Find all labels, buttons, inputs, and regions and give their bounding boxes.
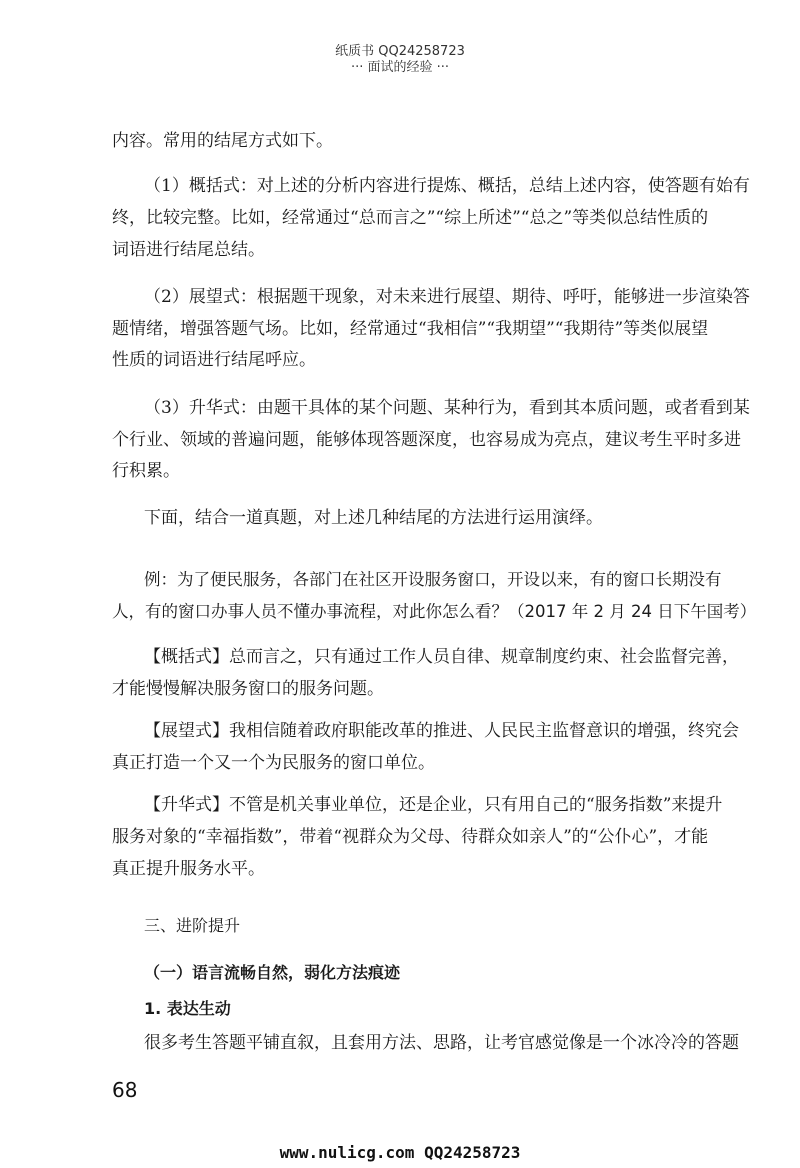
body-line: 行积累。 xyxy=(112,461,180,481)
example-line: 例：为了便民服务，各部门在社区开设服务窗口，开设以来，有的窗口长期没有 xyxy=(144,570,722,589)
body-line: （2）展望式：根据题干现象，对未来进行展望、期待、呼吁，能够进一步渲染答 xyxy=(144,287,750,307)
body-line: 很多考生答题平铺直叙，且套用方法、思路，让考官感觉像是一个冰冷冷的答题 xyxy=(144,1033,739,1053)
page-number: 68 xyxy=(112,1078,138,1102)
body-line: 个行业、领域的普遍问题，能够体现答题深度，也容易成为亮点，建议考生平时多进 xyxy=(112,430,741,450)
subsection-title: （一）语言流畅自然，弱化方法痕迹 xyxy=(144,963,401,982)
answer-line: 真正打造一个又一个为民服务的窗口单位。 xyxy=(112,753,435,773)
section-title: 三、进阶提升 xyxy=(144,916,241,935)
answer-line: 服务对象的“幸福指数”，带着“视群众为父母、待群众如亲人”的“公仆心”，才能 xyxy=(112,827,709,847)
body-line: 内容。常用的结尾方式如下。 xyxy=(112,131,333,151)
body-line: （1）概括式：对上述的分析内容进行提炼、概括，总结上述内容，使答题有始有 xyxy=(144,176,750,196)
answer-line: 【概括式】总而言之，只有通过工作人员自律、规章制度约束、社会监督完善， xyxy=(144,647,739,667)
body-line: 终，比较完整。比如，经常通过“总而言之”“综上所述”“总之”等类似总结性质的 xyxy=(112,208,709,228)
footer-text: www.nulicg.com QQ24258723 xyxy=(279,1143,521,1162)
answer-line: 【升华式】不管是机关事业单位，还是企业，只有用自己的“服务指数”来提升 xyxy=(144,795,723,815)
answer-line: 【展望式】我相信随着政府职能改革的推进、人民民主监督意识的增强，终究会 xyxy=(144,721,739,741)
body-line: 题情绪，增强答题气场。比如，经常通过“我相信”“我期望”“我期待”等类似展望 xyxy=(112,319,709,339)
body-line: 性质的词语进行结尾呼应。 xyxy=(112,350,316,370)
header-watermark: 纸质书 QQ24258723 xyxy=(335,44,465,59)
body-line: （3）升华式：由题干具体的某个问题、某种行为，看到其本质问题，或者看到某 xyxy=(144,398,750,418)
body-line: 下面，结合一道真题，对上述几种结尾的方法进行运用演绎。 xyxy=(144,508,603,528)
answer-line: 才能慢慢解决服务窗口的服务问题。 xyxy=(112,679,384,699)
item-title: 1. 表达生动 xyxy=(144,999,231,1018)
answer-line: 真正提升服务水平。 xyxy=(112,859,265,879)
example-line: 人，有的窗口办事人员不懂办事流程，对此你怎么看？（2017 年 2 月 24 日下午国考） xyxy=(112,602,757,621)
running-title: ··· 面试的经验 ··· xyxy=(350,60,450,75)
body-line: 词语进行结尾总结。 xyxy=(112,240,265,260)
